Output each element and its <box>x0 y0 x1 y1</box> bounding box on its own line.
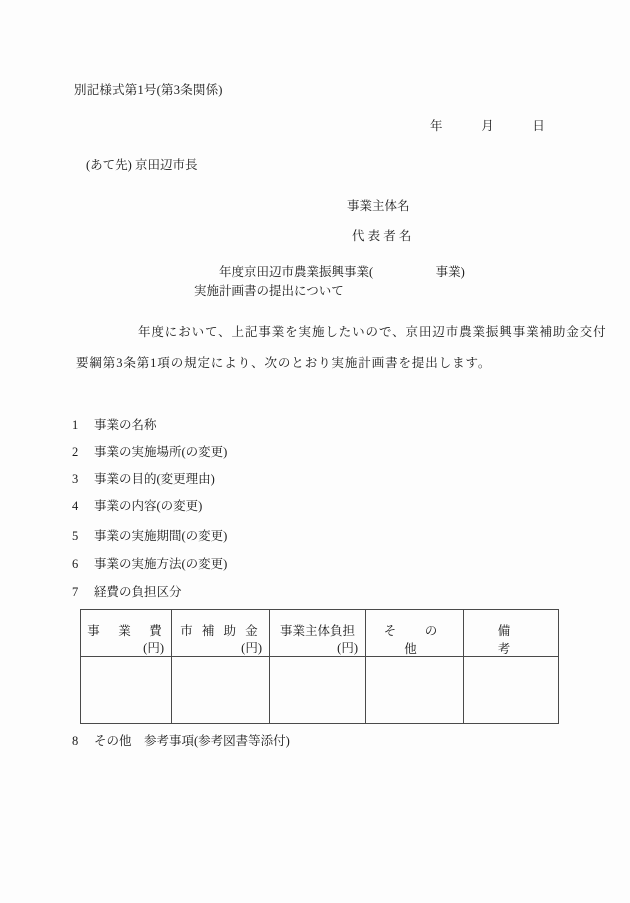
document-title-line-1: 年度京田辺市農業振興事業( 事業) <box>219 265 465 279</box>
list-item-5 <box>72 526 227 544</box>
representative-name-label: 代 表 者 名 <box>352 229 412 243</box>
list-item-2 <box>72 442 227 460</box>
list-item-label: 事業の名称 <box>94 418 157 432</box>
addressee-line: (あて先) 京田辺市長 <box>86 158 198 172</box>
list-item-label: 経費の負担区分 <box>94 585 182 599</box>
table-header-cell-other <box>366 610 464 657</box>
list-item-label: 事業の内容(の変更) <box>94 499 203 513</box>
list-item-1 <box>72 415 157 433</box>
list-item-number: 5 <box>72 529 79 543</box>
cost-breakdown-table <box>80 609 604 724</box>
list-item-label: 事業の実施場所(の変更) <box>94 445 228 459</box>
body-paragraph-line-1: 年度において、上記事業を実施したいので、京田辺市農業振興事業補助金交付 <box>138 325 607 339</box>
list-item-label: その他 参考事項(参考図書等添付) <box>94 734 290 748</box>
table-header-unit: (円) <box>143 641 164 655</box>
list-item-label: 事業の目的(変更理由) <box>94 472 215 486</box>
list-item-label: 事業の実施方法(の変更) <box>94 557 228 571</box>
list-item-7 <box>72 582 182 600</box>
table-header-label: 市 補 助 金 <box>180 624 261 638</box>
table-header-unit: (円) <box>241 641 262 655</box>
table-header-cell-city-subsidy <box>172 610 270 657</box>
list-item-label: 事業の実施期間(の変更) <box>94 529 228 543</box>
table-header-cell-remarks <box>464 610 604 657</box>
business-entity-name-label: 事業主体名 <box>347 199 410 213</box>
document-title-line-2: 実施計画書の提出について <box>194 284 344 298</box>
table-header-label: そ の 他 <box>383 624 466 656</box>
list-item-number: 3 <box>72 472 79 486</box>
date-line: 年 月 日 <box>430 119 546 133</box>
table-cell-other[interactable] <box>366 657 464 724</box>
table-header-unit: (円) <box>337 641 358 655</box>
form-code-label: 別記様式第1号(第3条関係) <box>74 83 223 97</box>
list-item-4 <box>72 496 202 514</box>
table-cell-entity-burden[interactable] <box>270 657 366 724</box>
table-cell-remarks[interactable] <box>464 657 559 724</box>
list-item-3 <box>72 469 215 487</box>
table-header-label: 備 考 <box>497 624 604 656</box>
table-header-row <box>81 610 559 657</box>
list-item-8 <box>72 731 290 749</box>
table-header-cell-business-cost <box>81 610 172 657</box>
table-cell-city-subsidy[interactable] <box>172 657 270 724</box>
table-header-cell-entity-burden <box>270 610 366 657</box>
list-item-number: 8 <box>72 734 79 748</box>
table-header-label: 事 業 費 <box>87 624 165 638</box>
list-item-number: 4 <box>72 499 79 513</box>
body-paragraph-line-2: 要綱第3条第1項の規定により、次のとおり実施計画書を提出します。 <box>76 356 492 370</box>
list-item-6 <box>72 554 227 572</box>
list-item-number: 7 <box>72 585 79 599</box>
list-item-number: 1 <box>72 418 79 432</box>
table-row <box>81 657 559 724</box>
table-cell-business-cost[interactable] <box>81 657 172 724</box>
table-header-label: 事業主体負担 <box>279 624 355 638</box>
list-item-number: 6 <box>72 557 79 571</box>
list-item-number: 2 <box>72 445 79 459</box>
